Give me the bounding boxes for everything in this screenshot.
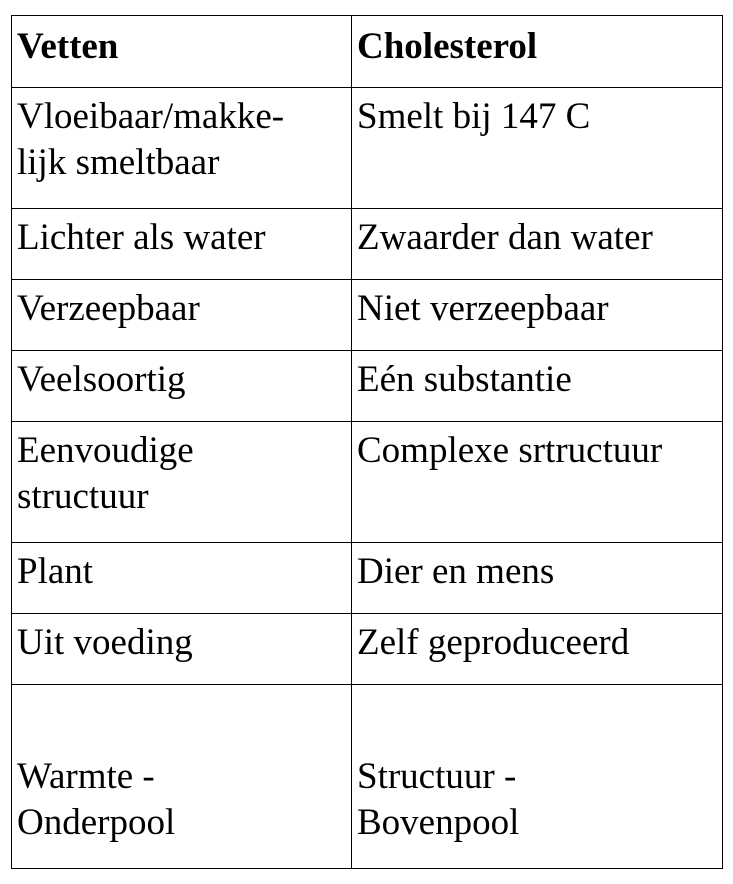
- table-row: [12, 543, 723, 614]
- table-cell: Zelf geproduceerd: [352, 614, 723, 685]
- table-cell: Lichter als water: [12, 209, 352, 280]
- table-row: [12, 614, 723, 685]
- table-row: [12, 685, 723, 869]
- table-cell: Zwaarder dan water: [352, 209, 723, 280]
- table-row: [12, 422, 723, 543]
- table-cell: Eenvoudige structuur: [12, 422, 352, 543]
- header-vetten: Vetten: [12, 16, 352, 88]
- table-cell: Eén substantie: [352, 351, 723, 422]
- table-cell: Uit voeding: [12, 614, 352, 685]
- table-cell: Dier en mens: [352, 543, 723, 614]
- table-cell: Plant: [12, 543, 352, 614]
- table-header-row: [12, 16, 723, 88]
- table-cell: Verzeepbaar: [12, 280, 352, 351]
- table-cell: Warmte - Onderpool: [12, 685, 352, 869]
- table-row: [12, 351, 723, 422]
- table-row: [12, 280, 723, 351]
- header-cholesterol: Cholesterol: [352, 16, 723, 88]
- table-cell: Structuur - Bovenpool: [352, 685, 723, 869]
- table-cell: Complexe srtructuur: [352, 422, 723, 543]
- comparison-table: [11, 15, 723, 869]
- table-cell: Smelt bij 147 C: [352, 88, 723, 209]
- table-cell: Veelsoortig: [12, 351, 352, 422]
- table-row: [12, 209, 723, 280]
- table-row: [12, 88, 723, 209]
- table-cell: Vloeibaar/makke- lijk smeltbaar: [12, 88, 352, 209]
- table-cell: Niet verzeepbaar: [352, 280, 723, 351]
